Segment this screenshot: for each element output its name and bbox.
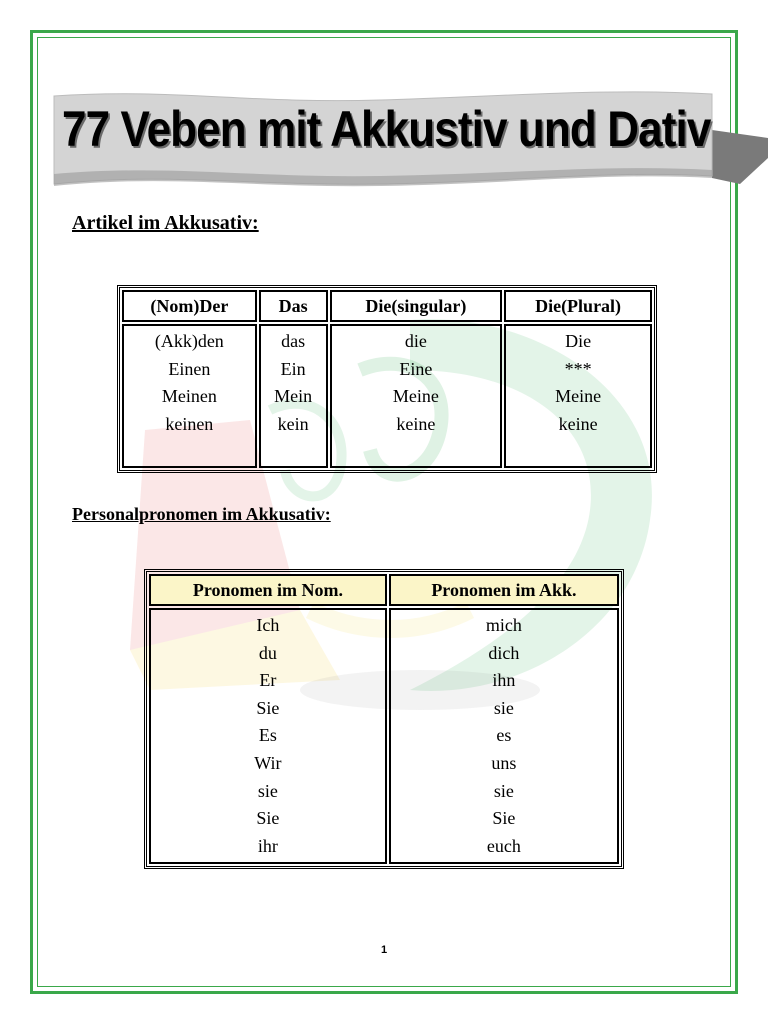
cell-value: Einen [168,358,211,379]
table-cell [149,608,387,864]
articles-table [117,285,657,473]
cell-value: *** [564,358,592,379]
table-header-row [149,574,619,606]
table-cell [259,324,328,468]
cell-value: du [258,642,277,663]
cell-value: Es [258,725,277,746]
cell-value: Eine [399,358,433,379]
table-cell [504,324,652,468]
column-header: Pronomen im Akk. [389,574,619,606]
cell-value: Die [565,331,592,351]
cell-value: die [404,331,427,351]
cell-value: kein [277,413,309,434]
pronouns-table [144,569,624,869]
column-header: Das [259,290,328,322]
column-header: Die(Plural) [504,290,652,322]
cell-value: Meinen [161,386,217,406]
table-cell [122,324,257,468]
page-title: 77 Veben mit Akkustiv und Dativ [62,101,711,157]
cell-value: sie [493,697,514,718]
page-number: 1 [380,944,388,956]
cell-value: Mein [274,386,313,406]
cell-value: Meine [392,386,439,406]
section-heading-articles: Artikel im Akkusativ: [72,212,259,234]
cell-value: das [281,331,306,351]
cell-value: es [496,725,512,746]
section-heading-pronouns: Personalpronomen im Akkusativ: [72,504,331,524]
cell-value: keinen [165,413,214,434]
cell-value: (Akk)den [154,331,224,351]
cell-value: ihr [257,835,278,856]
cell-value: Wir [254,752,282,773]
cell-value: sie [257,780,278,801]
table-header-row [122,290,652,322]
table-cell [330,324,503,468]
table-row [149,608,619,864]
cell-value: Sie [492,808,516,829]
cell-value: Ich [256,615,280,635]
table-row [122,324,652,468]
cell-value: ihn [492,670,516,691]
cell-value: Er [259,670,277,691]
cell-value: sie [493,780,514,801]
cell-value: mich [485,615,522,635]
cell-value: dich [488,642,520,663]
cell-value: Meine [555,386,602,406]
cell-value: Sie [256,808,280,829]
column-header: Die(singular) [330,290,503,322]
cell-value: Ein [280,358,306,379]
cell-value: uns [491,752,517,773]
column-header: (Nom)Der [122,290,257,322]
table-cell [389,608,619,864]
column-header: Pronomen im Nom. [149,574,387,606]
cell-value: keine [396,413,436,434]
cell-value: Sie [256,697,280,718]
cell-value: keine [558,413,598,434]
cell-value: euch [486,835,521,856]
